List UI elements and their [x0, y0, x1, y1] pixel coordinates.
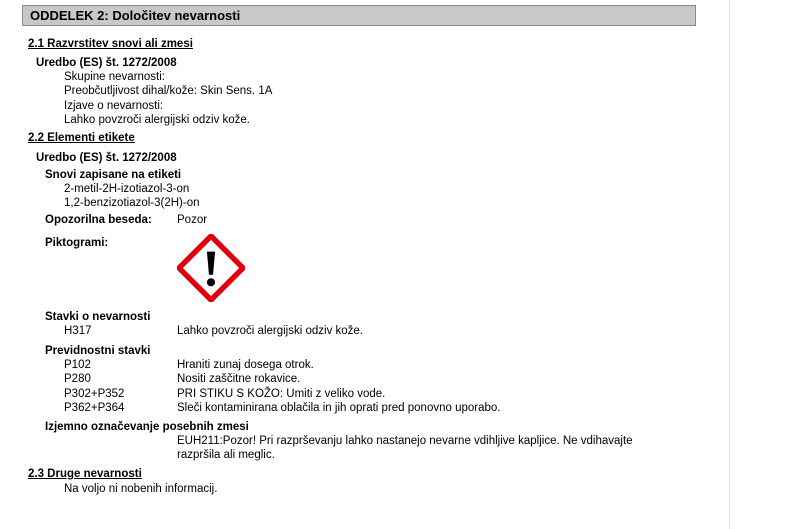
hazard-code-h317: H317: [64, 325, 92, 337]
special-labelling-line-1: EUH211:Pozor! Pri razprševanju lahko nastanejo nevarne vdihljive kapljice. Ne vdihavajte: [177, 435, 633, 447]
page-edge-divider: [729, 0, 730, 529]
precaution-text-2: Nositi zaščitne rokavice.: [177, 373, 301, 385]
section-2-2-title: 2.2 Elementi etikete: [28, 132, 135, 144]
precautionary-label: Previdnostni stavki: [45, 345, 151, 357]
signal-word-value: Pozor: [177, 214, 208, 226]
precaution-code-1: P102: [64, 359, 91, 371]
s21-statement-value: Lahko povzroči alergijski odziv kože.: [64, 114, 251, 126]
hazard-text-h317: Lahko povzroči alergijski odziv kože.: [177, 325, 364, 337]
s21-hazard-group-value: Preobčutljivost dihal/kože: Skin Sens. 1A: [64, 85, 273, 97]
precaution-code-3: P302+P352: [64, 388, 125, 400]
section-2-1-title: 2.1 Razvrstitev snovi ali zmesi: [28, 38, 193, 50]
s22-substance-1: 2-metil-2H-izotiazol-3-on: [64, 183, 190, 195]
special-labelling-label: Izjemno označevanje posebnih zmesi: [45, 421, 249, 433]
precaution-text-4: Sleči kontaminirana oblačila in jih oprati pred ponovno uporabo.: [177, 402, 501, 414]
s22-regulation: Uredbo (ES) št. 1272/2008: [36, 152, 177, 164]
s22-substance-2: 1,2-benzizotiazol-3(2H)-on: [64, 197, 200, 209]
precaution-code-2: P280: [64, 373, 91, 385]
signal-word-label: Opozorilna beseda:: [45, 214, 152, 226]
special-labelling-line-2: razpršila ali meglic.: [177, 449, 275, 461]
precaution-code-4: P362+P364: [64, 402, 125, 414]
s22-substances-label: Snovi zapisane na etiketi: [45, 169, 182, 181]
section-2-3-title: 2.3 Druge nevarnosti: [28, 468, 142, 480]
s21-statements-label: Izjave o nevarnosti:: [64, 100, 164, 112]
s23-text: Na voljo ni nobenih informacij.: [64, 483, 218, 495]
pictograms-label: Piktogrami:: [45, 237, 109, 249]
s21-hazard-groups-label: Skupine nevarnosti:: [64, 71, 166, 83]
hazard-statements-label: Stavki o nevarnosti: [45, 311, 151, 323]
section-header: ODDELEK 2: Določitev nevarnosti: [22, 5, 696, 26]
s21-regulation: Uredbo (ES) št. 1272/2008: [36, 57, 177, 69]
precaution-text-1: Hraniti zunaj dosega otrok.: [177, 359, 314, 371]
exclamation-mark-diamond-icon: [177, 234, 245, 302]
precaution-text-3: PRI STIKU S KOŽO: Umiti z veliko vode.: [177, 388, 386, 400]
